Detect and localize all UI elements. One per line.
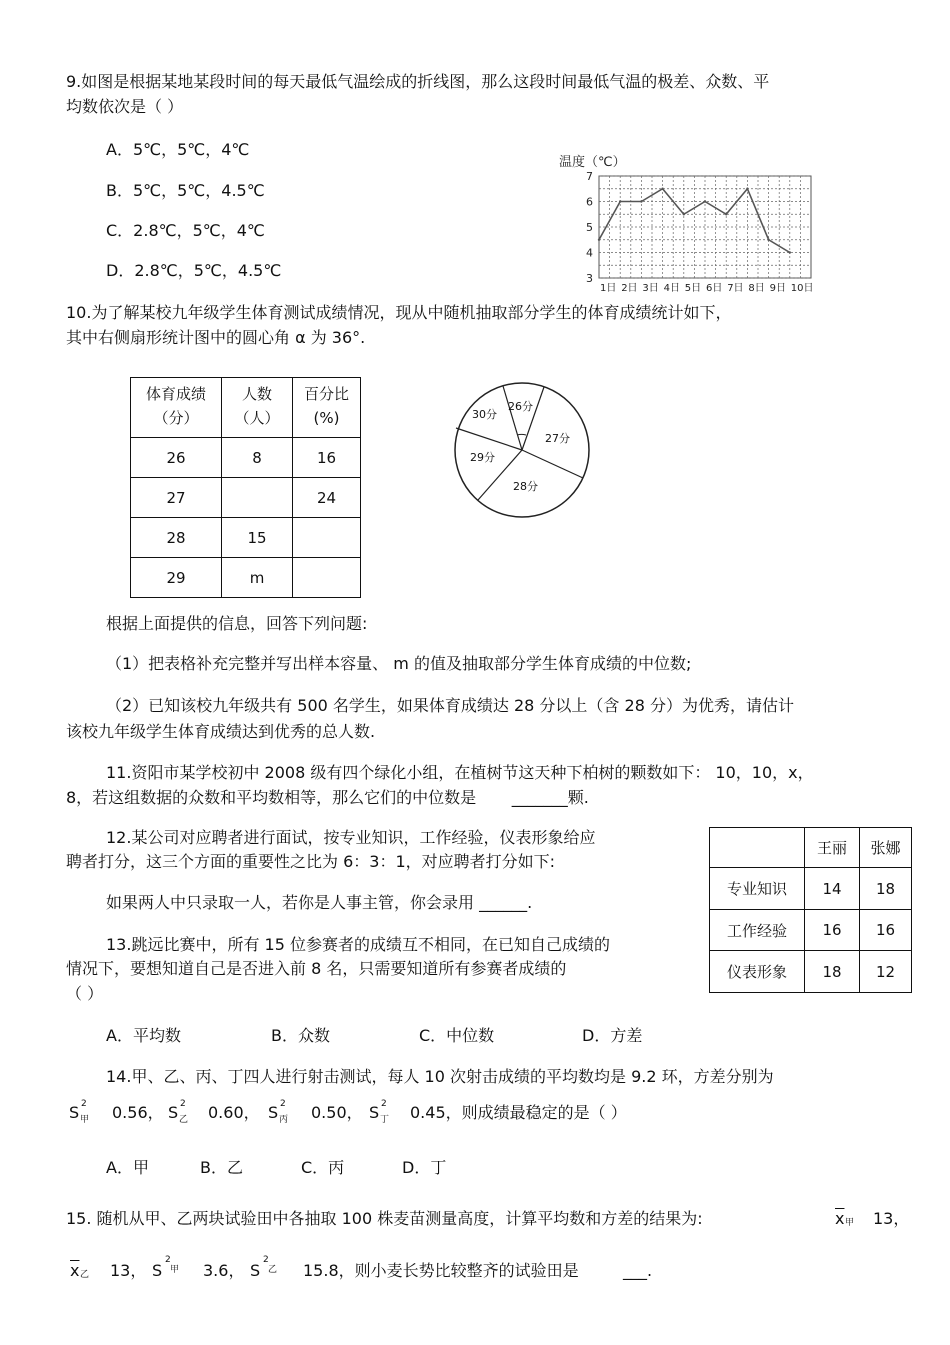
- data-point: [598, 239, 600, 241]
- table-cell: 24: [293, 478, 361, 518]
- q13-option-c: C．中位数: [419, 1026, 495, 1045]
- q13-option-a: A．平均数: [106, 1026, 181, 1045]
- data-point: [746, 188, 748, 190]
- data-point: [683, 213, 685, 215]
- pie-radius: [503, 386, 522, 450]
- q14-option-b: B．乙: [200, 1158, 243, 1177]
- q11-answer-blank[interactable]: _______颗.: [511, 788, 589, 807]
- q10-header-percent: 百分比 (%): [293, 378, 361, 438]
- table-cell: 15: [222, 518, 293, 558]
- q13-option-b: B．众数: [271, 1026, 330, 1045]
- pie-label-26: 26分: [508, 400, 533, 413]
- variance-s-yi-q15: S 2 乙: [250, 1255, 278, 1280]
- x-tick-label: 5日: [684, 283, 702, 294]
- y-tick-label: 3: [586, 272, 593, 285]
- x-tick-label: 8日: [748, 283, 765, 294]
- table-cell: 专业知识: [710, 868, 805, 910]
- q10-sub1: （1）把表格补充完整并写出样本容量、 m 的值及抽取部分学生体育成绩的中位数;: [106, 654, 692, 673]
- table-row: [710, 910, 912, 951]
- chart-title: 温度（℃）: [559, 155, 626, 170]
- x-tick-label: 4日: [663, 283, 680, 294]
- table-cell: 12: [860, 951, 912, 993]
- q15-value-syi: 15.8，则小麦长势比较整齐的试验田是: [303, 1261, 579, 1280]
- q13-option-d: D．方差: [582, 1026, 643, 1045]
- table-cell: 16: [860, 910, 912, 951]
- q14-value-jia: 0.56，: [112, 1103, 164, 1122]
- table-cell: 8: [222, 438, 293, 478]
- q11-stem-line2: 8，若这组数据的众数和平均数相等，那么它们的中位数是 _______颗.: [66, 788, 589, 807]
- data-point: [767, 239, 769, 241]
- q9-option-a: A．5℃，5℃，4℃: [106, 140, 250, 159]
- mean-x-yi: $\overline{x}$ 乙: [70, 1261, 90, 1280]
- q9-stem-line1: 9.如图是根据某地某段时间的每天最低气温绘成的折线图，那么这段时间最低气温的极差、众数、平: [66, 72, 770, 91]
- x-tick-label: 9日: [769, 283, 786, 294]
- q15-value-xjia: 13，: [873, 1209, 910, 1228]
- x-tick-label: 6日: [706, 283, 723, 294]
- q13-answer-paren: （ ）: [66, 984, 104, 1003]
- temperature-line-chart: [555, 150, 825, 302]
- q14-value-yi: 0.60，: [208, 1103, 260, 1122]
- q10-pie-chart: [450, 378, 595, 523]
- table-cell: m: [222, 558, 293, 598]
- data-point: [704, 200, 706, 202]
- data-point: [640, 200, 642, 202]
- pie-label-28: 28分: [513, 480, 538, 493]
- chart-y-ticks: [586, 170, 593, 285]
- chart-x-ticks: [600, 282, 814, 294]
- q14-stem-line1: 14.甲、乙、丙、丁四人进行射击测试，每人 10 次射击成绩的平均数均是 9.2 环，方差分别为: [106, 1067, 774, 1086]
- x-tick-label: 1日: [600, 283, 617, 294]
- q15-answer-blank[interactable]: ___.: [623, 1261, 653, 1280]
- variance-s-jia: S 2 甲: [69, 1099, 90, 1125]
- table-cell: [710, 828, 805, 868]
- q15-stem-line1: 15. 随机从甲、乙两块试验田中各抽取 100 株麦苗测量高度，计算平均数和方差的结果为:: [66, 1209, 703, 1228]
- q15-value-xyi: 13，: [110, 1261, 147, 1280]
- chart-grid: [599, 176, 811, 278]
- q10-sub2-line1: （2）已知该校九年级共有 500 名学生，如果体育成绩达 28 分以上（含 28 分）为优秀，请估计: [106, 696, 794, 715]
- table-cell: 工作经验: [710, 910, 805, 951]
- variance-s-jia-q15: S 2 甲: [152, 1255, 180, 1280]
- pie-radius: [522, 450, 583, 478]
- q10-stem-line2: 其中右侧扇形统计图中的圆心角 α 为 36°.: [66, 328, 366, 347]
- table-cell: 26: [131, 438, 222, 478]
- q12-interview-score-table: [709, 827, 912, 993]
- q9-option-b: B．5℃，5℃，4.5℃: [106, 181, 265, 200]
- q10-score-table: [130, 377, 361, 598]
- table-cell: [222, 478, 293, 518]
- table-cell: [293, 558, 361, 598]
- table-cell: 16: [805, 910, 860, 951]
- alpha-angle-arc: [517, 434, 526, 435]
- q11-stem-line1: 11.资阳市某学校初中 2008 级有四个绿化小组，在植树节这天种下柏树的颗数如下： 10，10，x，: [106, 763, 814, 782]
- q10-header-count: 人数 （人）: [222, 378, 293, 438]
- y-tick-label: 6: [586, 195, 593, 209]
- q14-option-d: D．丁: [402, 1158, 447, 1177]
- pie-label-27: 27分: [545, 432, 570, 445]
- y-tick-label: 7: [586, 170, 593, 183]
- table-cell: 仪表形象: [710, 951, 805, 993]
- data-point: [725, 213, 727, 215]
- x-tick-label: 10日: [790, 283, 814, 294]
- x-tick-label: 3日: [642, 283, 659, 294]
- q14-option-c: C．丙: [301, 1158, 345, 1177]
- q14-value-bing: 0.50，: [311, 1103, 363, 1122]
- table-row: [710, 868, 912, 910]
- x-tick-label: 7日: [727, 283, 744, 294]
- data-point: [661, 188, 663, 190]
- q14-value-ding: 0.45，则成绩最稳定的是（ ）: [410, 1103, 627, 1122]
- table-cell: 27: [131, 478, 222, 518]
- table-row: [710, 951, 912, 993]
- variance-s-bing: S 2 丙: [268, 1099, 289, 1125]
- table-cell: 29: [131, 558, 222, 598]
- table-cell: 18: [805, 951, 860, 993]
- variance-s-ding: S 2 丁: [369, 1099, 390, 1125]
- table-row: [131, 518, 361, 558]
- table-row: [131, 558, 361, 598]
- q12-stem-line3: 如果两人中只录取一人，若你是人事主管，你会录用 ______.: [106, 893, 533, 912]
- table-cell: [293, 518, 361, 558]
- q13-stem-line2: 情况下，要想知道自己是否进入前 8 名，只需要知道所有参赛者成绩的: [66, 959, 567, 978]
- q15-value-sjia: 3.6，: [203, 1261, 245, 1280]
- y-tick-label: 5: [586, 221, 593, 234]
- variance-s-yi: S 2 乙: [168, 1099, 189, 1125]
- q10-header-score: 体育成绩 （分）: [131, 378, 222, 438]
- q12-stem-line2: 聘者打分，这三个方面的重要性之比为 6：3：1，对应聘者打分如下:: [66, 852, 556, 871]
- mean-x-jia: $\overline{x}$ 甲: [835, 1209, 855, 1228]
- pie-radius: [456, 428, 522, 450]
- table-cell: 18: [860, 868, 912, 910]
- q10-stem-line1: 10.为了解某校九年级学生体育测试成绩情况，现从中随机抽取部分学生的体育成绩统计如下，: [66, 303, 732, 322]
- table-header-wangli: 王丽: [805, 828, 860, 868]
- table-header-zhangna: 张娜: [860, 828, 912, 868]
- q9-option-c: C．2.8℃，5℃，4℃: [106, 221, 265, 240]
- table-row: [131, 438, 361, 478]
- q9-stem-line2: 均数依次是（ ）: [66, 97, 184, 116]
- y-tick-label: 4: [586, 246, 593, 260]
- q10-sub2-line2: 该校九年级学生体育成绩达到优秀的总人数.: [66, 722, 376, 741]
- pie-label-30: 30分: [472, 408, 497, 421]
- q14-option-a: A．甲: [106, 1158, 149, 1177]
- q12-stem-line1: 12.某公司对应聘者进行面试，按专业知识，工作经验，仪表形象给应: [106, 828, 596, 847]
- table-cell: 28: [131, 518, 222, 558]
- table-row: [710, 828, 912, 868]
- table-cell: 14: [805, 868, 860, 910]
- data-point: [789, 251, 791, 253]
- q13-stem-line1: 13.跳远比赛中，所有 15 位参赛者的成绩互不相同，在已知自己成绩的: [106, 935, 610, 954]
- pie-label-29: 29分: [470, 451, 495, 464]
- q10-prompt: 根据上面提供的信息，回答下列问题:: [106, 614, 368, 633]
- x-tick-label: 2日: [621, 283, 638, 294]
- table-row: [131, 478, 361, 518]
- table-cell: 16: [293, 438, 361, 478]
- pie-radius: [522, 387, 544, 450]
- q9-option-d: D．2.8℃，5℃，4.5℃: [106, 261, 282, 280]
- q10-score-table-wrap: [130, 377, 362, 587]
- data-point: [619, 200, 621, 202]
